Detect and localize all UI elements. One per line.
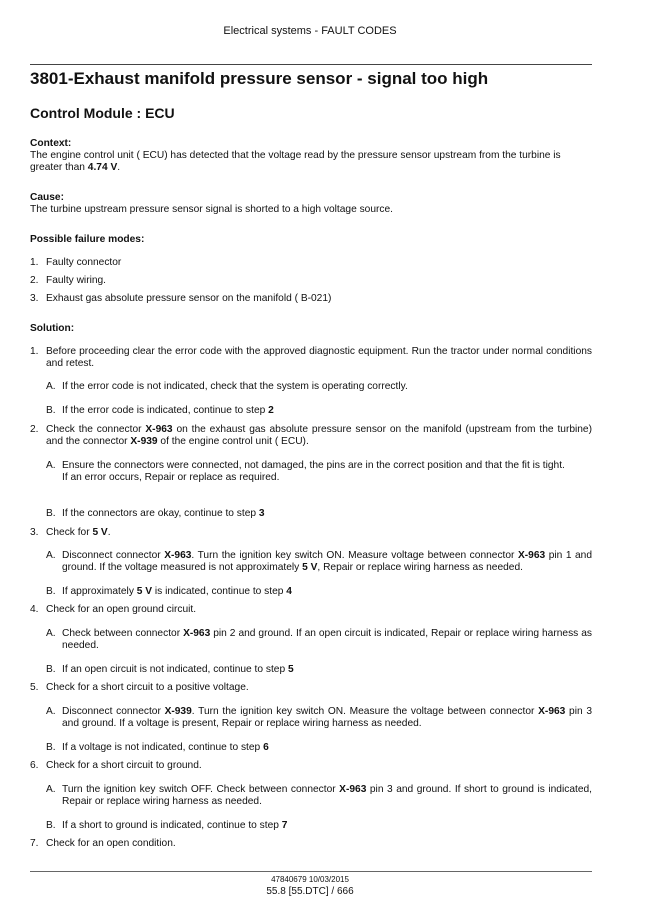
control-module-heading: Control Module : ECU — [30, 105, 175, 121]
solution-step-3a: A. Disconnect connector X-963. Turn the ignition key switch ON. Measure voltage between connector X-963 pin 1 and ground. If the voltage measured is not approximately 5 V, Repair or replace wiring harness as needed. — [46, 550, 593, 574]
solution-step-3: 3. Check for 5 V. — [30, 527, 111, 538]
solution-step-1b: B. If the error code is indicated, continue to step 2 — [46, 405, 274, 416]
cause-section — [30, 192, 592, 216]
context-label: Context: — [30, 138, 72, 149]
voltage-threshold: 4.74 V — [87, 162, 118, 174]
solution-step-4a: A. Check between connector X-963 pin 2 and ground. If an open circuit is indicated, Repair or replace wiring harness as needed. — [46, 628, 592, 652]
solution-step-7: 7. Check for an open condition. — [30, 838, 176, 849]
solution-step-1a: A. If the error code is not indicated, check that the system is operating correctly. — [46, 381, 408, 392]
cause-text: The turbine upstream pressure sensor signal is shorted to a high voltage source. — [30, 204, 393, 216]
header-rule — [30, 64, 592, 65]
solution-label: Solution: — [30, 323, 75, 334]
solution-step-5b: B. If a voltage is not indicated, continue to step 6 — [46, 742, 269, 753]
footer-rule — [30, 871, 592, 872]
solution-step-6a: A. Turn the ignition key switch OFF. Check between connector X-963 pin 3 and ground. If short to ground is indicated, Repair or replace wiring harness as needed. — [46, 784, 592, 808]
solution-step-3b: B. If approximately 5 V is indicated, continue to step 4 — [46, 586, 292, 597]
solution-step-6: 6. Check for a short circuit to ground. — [30, 760, 202, 771]
failure-modes-label: Possible failure modes: — [30, 234, 145, 245]
list-item: 1. Faulty connector — [30, 257, 122, 268]
solution-step-2: 2. Check the connector X-963 on the exhaust gas absolute pressure sensor on the manifold (upstream from the turbine) and the connector X-939 of the engine control unit ( ECU). — [30, 424, 592, 448]
context-text: The engine control unit ( ECU) has detected that the voltage read by the pressure sensor upstream from the turbine is greater than 4.74 V. — [30, 150, 561, 174]
solution-step-2a: A. Ensure the connectors were connected, not damaged, the pins are in the correct position and that the fit is tight. If an error occurs, Repair or replace as required. — [46, 460, 565, 484]
solution-step-5: 5. Check for a short circuit to a positive voltage. — [30, 682, 249, 693]
page-title: 3801-Exhaust manifold pressure sensor - signal too high — [30, 69, 489, 88]
document-id: 47840679 10/03/2015 — [271, 875, 349, 884]
cause-label: Cause: — [30, 192, 64, 203]
running-header: Electrical systems - FAULT CODES — [223, 25, 397, 37]
list-item: 3. Exhaust gas absolute pressure sensor on the manifold ( B-021) — [30, 293, 332, 304]
solution-step-4b: B. If an open circuit is not indicated, continue to step 5 — [46, 664, 294, 675]
context-section — [30, 138, 592, 175]
solution-step-4: 4. Check for an open ground circuit. — [30, 604, 197, 615]
connector-ref: X-939 — [130, 436, 158, 448]
solution-step-6b: B. If a short to ground is indicated, continue to step 7 — [46, 820, 288, 831]
solution-step-1: 1. Before proceeding clear the error code with the approved diagnostic equipment. Run the tractor under normal conditions and retest. — [30, 346, 592, 370]
solution-step-5a: A. Disconnect connector X-939. Turn the ignition key switch ON. Measure the voltage between connector X-963 pin 3 and ground. If a voltage is present, Repair or replace wiring harness as needed. — [46, 706, 592, 730]
page-number: 55.8 [55.DTC] / 666 — [266, 886, 354, 897]
list-item: 2. Faulty wiring. — [30, 275, 107, 286]
connector-ref: X-963 — [145, 424, 173, 435]
solution-step-2b: B. If the connectors are okay, continue to step 3 — [46, 508, 265, 519]
